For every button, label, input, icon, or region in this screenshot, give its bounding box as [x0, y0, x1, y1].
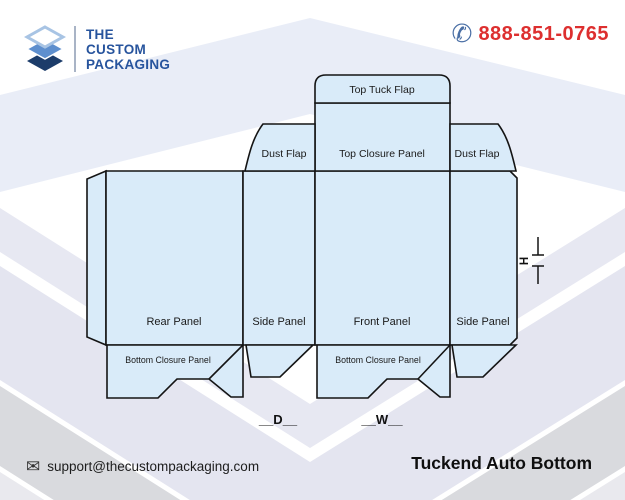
dimension-width-label: __W__	[361, 412, 403, 427]
phone-icon: ✆	[451, 20, 473, 48]
bottom-closure-left-shape	[107, 345, 243, 398]
logo-text	[86, 27, 170, 72]
dimension-depth-label: __D__	[258, 412, 298, 427]
bottom-closure-left-label: Bottom Closure Panel	[125, 355, 211, 365]
rear-panel-label: Rear Panel	[146, 316, 202, 328]
bottom-closure-right-label: Bottom Closure Panel	[335, 355, 421, 365]
logo-line-2: CUSTOM	[86, 41, 147, 57]
dust-flap-left-label: Dust Flap	[261, 148, 307, 160]
glue-flap-shape	[87, 171, 106, 345]
bottom-side-flap-right-shape	[452, 345, 516, 377]
email-icon: ✉	[26, 457, 41, 476]
side-panel-left-label: Side Panel	[252, 316, 306, 328]
bottom-side-flap-left-shape	[246, 345, 313, 377]
top-tuck-flap-label: Top Tuck Flap	[349, 84, 415, 96]
company-logo	[24, 24, 170, 74]
product-title: Tuckend Auto Bottom	[411, 453, 592, 473]
bottom-closure-right-shape	[317, 345, 450, 398]
logo-line-1: THE	[86, 26, 114, 42]
email-address[interactable]: support@thecustompackaging.com	[47, 459, 260, 474]
footer-email	[26, 458, 259, 475]
logo-line-3: PACKAGING	[86, 56, 171, 72]
top-closure-panel-shape	[315, 103, 450, 171]
dust-flap-right-label: Dust Flap	[454, 148, 500, 160]
phone-number[interactable]: 888-851-0765	[478, 23, 609, 45]
logo-divider	[74, 26, 76, 72]
top-closure-panel-label: Top Closure Panel	[339, 148, 425, 160]
logo-boxes-icon	[24, 24, 66, 74]
dimension-height-label: H	[519, 256, 531, 266]
front-panel-label: Front Panel	[353, 316, 411, 328]
dimension-height-marker	[519, 237, 544, 284]
header-phone	[451, 22, 609, 47]
side-panel-right-label: Side Panel	[456, 316, 510, 328]
